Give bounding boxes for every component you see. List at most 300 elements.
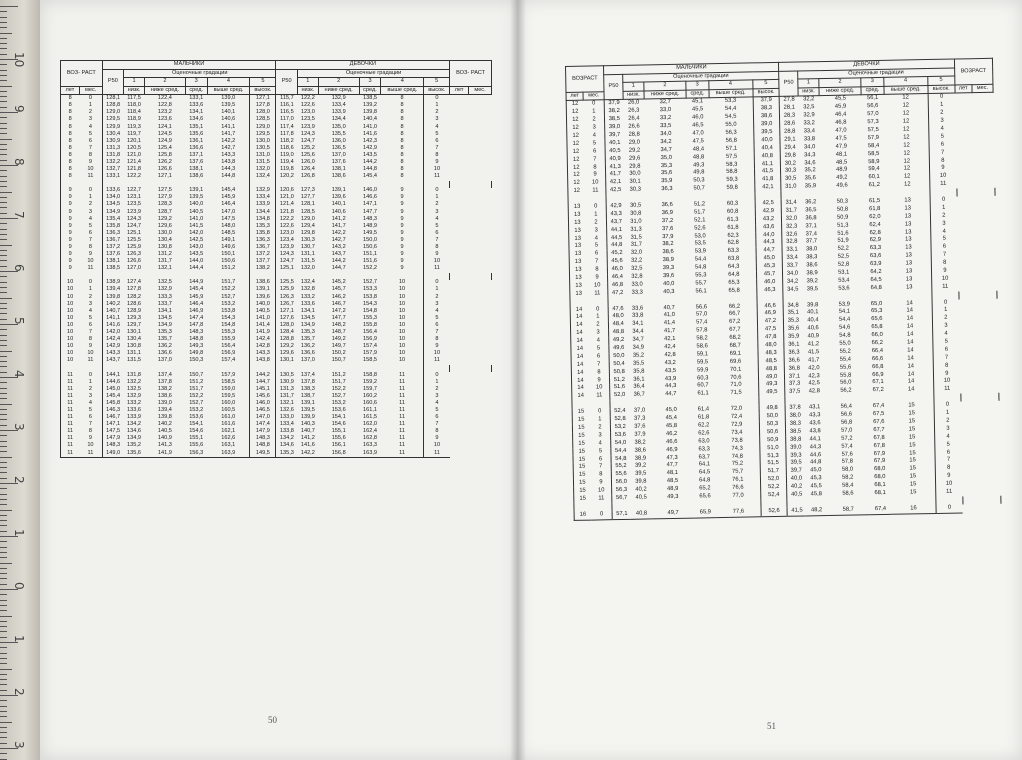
table-cell: 142,5 (189, 236, 204, 243)
table-cell: 11 (399, 371, 405, 378)
ruler-tick (0, 266, 7, 267)
table-cell: 16 (574, 511, 591, 520)
table-cell: 11 (424, 358, 450, 365)
ruler-tick (0, 504, 7, 505)
header-years: лет (450, 86, 469, 95)
table-cell: 151,7 (221, 279, 236, 286)
table-cell: 150,6 (221, 258, 236, 265)
table-cell: 11 (424, 173, 450, 180)
table-cell: 11 (399, 435, 405, 442)
table-cell: 58,2 (696, 335, 708, 342)
table-cell: 9 (424, 159, 450, 166)
table-cell: 2 (934, 417, 961, 425)
table-cell: 63,3 (698, 445, 710, 453)
table-cell: 9 (61, 195, 80, 202)
table-cell: 144,9 (189, 279, 204, 286)
table-cell: 6 (935, 449, 962, 457)
table-cell: 4 (932, 331, 959, 339)
table-cell: 15 (573, 432, 590, 440)
table-cell: 122,2 (127, 173, 142, 180)
table-cell: 4 (424, 216, 450, 223)
table-cell: 9 (933, 370, 960, 378)
table-cell: 11 (399, 428, 405, 435)
table-cell: 11 (935, 488, 962, 496)
table-cell: 49,6 (609, 345, 628, 353)
table-cell: 11 (930, 181, 957, 189)
table-cell: 4 (596, 337, 600, 344)
header-grade-number: 5 (752, 80, 779, 89)
table-cell: 8 (400, 109, 404, 116)
table-cell: 44,8 (809, 459, 822, 466)
ruler-tick (0, 435, 7, 436)
table-cell: 8 (599, 471, 603, 478)
table-cell: 116,5 (276, 110, 298, 117)
table-cell: 14 (907, 355, 914, 362)
table-cell: 53,6 (838, 285, 850, 292)
ruler-number: 0 (12, 582, 26, 590)
ruler-tick (0, 637, 7, 638)
table-cell: 13 (904, 213, 912, 220)
header-grade-label: сред. (861, 86, 884, 95)
table-cell: 58,8 (726, 169, 738, 176)
table-cell: 152,7 (331, 392, 346, 399)
table-cell: 62,8 (727, 240, 739, 247)
table-cell: 55,2 (611, 463, 630, 471)
ruler-tick (0, 64, 7, 65)
table-cell: 11 (424, 450, 450, 458)
table-cell: 13 (568, 211, 585, 219)
table-cell: 6 (88, 414, 92, 421)
table-cell: 49,2 (609, 337, 628, 345)
table-cell: 46,2 (665, 430, 678, 437)
table-cell: 122,6 (276, 223, 298, 230)
table-cell: 152,2 (221, 286, 236, 293)
table-cell: 9 (61, 251, 80, 258)
table-cell: 60,7 (697, 382, 709, 390)
table-cell: 47,7 (666, 462, 678, 469)
ruler-tick (0, 372, 7, 373)
table-cell: 129,6 (276, 351, 298, 358)
table-cell: 10 (87, 258, 94, 265)
table-cell: 139,8 (157, 414, 172, 421)
table-cell: 134,2 (276, 436, 298, 443)
table-cell: 148,5 (221, 229, 236, 236)
table-cell: 39,5 (787, 460, 806, 468)
table-cell: 62,0 (869, 213, 881, 220)
table-cell: 55,6 (839, 364, 852, 371)
table-cell: 49,7 (652, 509, 694, 518)
table-cell: 132,9 (157, 286, 172, 293)
table-cell: 146,0 (250, 400, 276, 407)
table-cell: 127,8 (250, 102, 276, 109)
table-cell: 152,2 (331, 385, 346, 392)
table-cell: 15 (909, 473, 917, 480)
ruler-tick (0, 737, 7, 738)
table-cell: 144,4 (189, 265, 204, 272)
table-row (61, 429, 492, 436)
table-cell: 157,4 (221, 357, 236, 364)
table-cell: 38,6 (753, 113, 780, 121)
table-cell: 10 (931, 275, 958, 283)
table-cell: 153,6 (189, 414, 204, 421)
table-cell: 36,5 (805, 207, 817, 214)
table-cell: 124,1 (157, 123, 172, 130)
table-cell: 125,4 (157, 144, 172, 151)
table-cell: 135,3 (276, 450, 298, 458)
table-cell: 137,1 (189, 151, 204, 158)
table-row (61, 315, 492, 322)
table-cell: 8 (61, 110, 80, 117)
table-cell: 8 (593, 163, 597, 171)
table-cell: 139,9 (300, 414, 315, 421)
table-row (61, 308, 492, 315)
header-grade-number: 4 (883, 77, 927, 86)
table-cell: 148,3 (250, 436, 276, 443)
table-cell: 152,7 (363, 279, 377, 286)
table-cell: 62,3 (727, 232, 739, 239)
table-cell: 13 (904, 197, 911, 204)
table-cell: 157,4 (363, 343, 377, 350)
table-cell: 121,0 (127, 151, 142, 158)
header-grade-label: низк. (297, 86, 318, 95)
table-cell: 63,6 (869, 253, 882, 260)
table-cell: 140,0 (189, 201, 204, 208)
table-row (61, 450, 492, 458)
table-cell: 37,8 (785, 405, 804, 413)
table-cell: 134,6 (189, 116, 204, 123)
table-cell: 64,1 (698, 461, 711, 468)
table-cell: 143,5 (189, 251, 204, 258)
table-cell: 9 (61, 209, 80, 216)
table-cell: 10 (929, 173, 956, 181)
table-cell: 131,1 (300, 251, 315, 258)
table-cell: 122,8 (157, 102, 172, 109)
table-cell: 141,0 (189, 215, 204, 222)
table-cell: 143,8 (221, 158, 236, 165)
table-cell: 61,8 (869, 205, 881, 213)
table-cell: 7 (931, 252, 958, 260)
table-cell: 149,7 (331, 343, 346, 350)
table-cell: 128,8 (276, 336, 298, 343)
ruler-tick (0, 250, 7, 251)
ruler-tick (0, 626, 7, 627)
table-cell: 40,5 (635, 494, 647, 501)
table-cell: 42,1 (754, 184, 781, 192)
table-cell: 15 (573, 440, 590, 448)
table-cell: 127,1 (157, 173, 172, 180)
table-cell: 49,8 (693, 169, 705, 176)
table-cell: 29,8 (781, 152, 800, 160)
table-cell: 14 (907, 347, 914, 354)
table-cell: 2 (88, 201, 92, 208)
table-cell: 45,0 (756, 255, 783, 263)
table-cell: 14 (570, 306, 587, 314)
table-row (61, 117, 492, 124)
table-cell: 154,3 (221, 314, 236, 321)
table-cell: 130,5 (250, 145, 276, 152)
table-cell: 43,2 (664, 359, 676, 366)
table-cell: 41,5 (807, 349, 820, 356)
table-cell: 36,9 (661, 209, 674, 217)
table-cell: 5 (88, 314, 92, 321)
table-cell: 134,1 (189, 109, 204, 116)
table-cell: 15 (573, 456, 590, 464)
table-cell: 7 (593, 156, 597, 163)
table-cell: 142,8 (250, 343, 276, 350)
table-cell: 160,5 (221, 406, 236, 413)
table-row (61, 102, 492, 109)
table-cell: 59,9 (696, 367, 709, 374)
table-cell: 130,1 (276, 358, 298, 365)
table-cell: 56,8 (725, 137, 737, 144)
ruler-tick (0, 732, 7, 733)
table-cell: 52,4 (760, 492, 787, 500)
ruler-tick (0, 27, 7, 28)
table-cell: 133,2 (127, 399, 142, 406)
table-cell: 146,0 (363, 187, 377, 194)
table-cell: 14 (906, 299, 913, 307)
table-cell: 43,3 (809, 412, 821, 419)
table-cell: 63,7 (698, 453, 711, 461)
table-cell: 9 (593, 171, 597, 178)
ruler-number: 6 (12, 264, 26, 272)
table-cell: 140,6 (221, 116, 236, 123)
table-cell: 150,0 (363, 236, 377, 243)
ruler-tick (0, 658, 7, 659)
table-cell: 123,4 (276, 237, 298, 244)
ruler-tick (0, 245, 12, 246)
table-cell: 31,4 (782, 199, 801, 207)
table-cell: 37,5 (785, 389, 804, 397)
header-grade-label: ниже сред. (318, 86, 359, 95)
table-cell: 67,9 (873, 458, 886, 465)
table-cell: 74,3 (731, 445, 743, 452)
table-cell: 8 (400, 173, 404, 180)
table-cell: 46,5 (692, 122, 704, 129)
table-cell: 125,9 (127, 244, 142, 250)
table-cell: 147,7 (331, 314, 346, 321)
table-cell: 40,4 (807, 317, 819, 324)
table-cell: 49,3 (667, 493, 679, 501)
table-cell: 124,3 (276, 251, 298, 258)
table-cell: 146,4 (189, 300, 204, 307)
table-cell: 141,1 (221, 123, 236, 130)
table-cell: 47,5 (757, 326, 784, 334)
ruler-tick (0, 711, 7, 712)
table-cell: 139,4 (157, 406, 172, 413)
table-cell: 140,2 (102, 301, 124, 308)
table-cell: 10 (398, 343, 406, 350)
table-cell: 68,2 (729, 334, 741, 342)
table-cell: 57,0 (867, 111, 879, 118)
ruler-tick (0, 700, 7, 701)
table-cell: 52,4 (610, 408, 629, 416)
table-cell: 140,0 (250, 301, 276, 308)
table-cell: 41,1 (754, 160, 781, 168)
table-cell: 126,3 (276, 294, 298, 301)
table-cell: 13 (569, 227, 586, 235)
table-cell: 148,3 (189, 329, 204, 336)
table-cell: 55,3 (695, 272, 707, 279)
table-cell: 9 (88, 435, 92, 442)
table-cell: 8 (61, 131, 80, 138)
table-cell: 35,3 (784, 318, 803, 326)
table-cell: 40,2 (635, 486, 647, 493)
table-cell: 45,0 (810, 467, 822, 474)
table-cell: 137,7 (250, 258, 276, 265)
table-cell: 11 (87, 265, 94, 272)
table-cell: 156,9 (221, 350, 236, 357)
table-cell: 45,7 (756, 271, 783, 279)
table-cell: 141,0 (250, 315, 276, 322)
table-cell: 58,3 (726, 161, 738, 168)
table-cell: 9 (61, 188, 80, 195)
table-row (61, 294, 492, 301)
table-row (61, 436, 492, 443)
table-cell: 33,4 (803, 128, 816, 135)
table-cell: 44,8 (607, 242, 626, 250)
table-cell: 10 (61, 336, 80, 343)
table-cell: 15 (909, 441, 916, 449)
ruler-tick (0, 234, 7, 235)
table-cell: 34,6 (804, 159, 816, 166)
table-cell: 3 (596, 329, 600, 336)
table-cell: 130,1 (127, 329, 142, 336)
ruler-tick (0, 451, 7, 452)
table-cell: 52,5 (837, 253, 850, 261)
table-row (61, 195, 492, 202)
table-cell: 141,4 (250, 322, 276, 329)
table-cell: 9 (88, 251, 92, 258)
table-cell: 1 (88, 286, 92, 293)
table-cell: 35,2 (632, 352, 645, 359)
table-cell: 0 (424, 95, 450, 103)
table-cell: 142,9 (363, 144, 377, 151)
table-cell: 48,0 (609, 313, 628, 321)
table-cell: 10 (424, 351, 450, 358)
table-cell: 134,9 (300, 321, 315, 328)
table-cell: 7 (88, 421, 92, 428)
table-cell: 6 (596, 353, 601, 360)
header-grade-number: 2 (318, 78, 359, 87)
table-row (61, 223, 492, 230)
table-cell: 48,5 (666, 478, 679, 485)
table-cell: 142,7 (221, 144, 236, 151)
table-cell: 10 (398, 300, 406, 307)
table-cell: 46,4 (834, 111, 847, 119)
table-cell: 135,3 (157, 329, 172, 336)
table-cell: 28,8 (780, 128, 799, 136)
ruler-tick (0, 706, 7, 707)
table-cell: 2 (598, 424, 602, 431)
table-cell: 68,1 (874, 481, 886, 489)
table-cell: 153,8 (363, 293, 377, 300)
table-cell: 43,6 (809, 420, 821, 427)
table-cell: 58,4 (842, 482, 854, 489)
table-cell: 124,5 (157, 130, 172, 137)
table-cell: 132,2 (127, 378, 142, 385)
table-cell: 55,7 (695, 280, 707, 287)
table-cell: 26,3 (628, 107, 640, 115)
table-cell: 10 (424, 443, 450, 450)
table-cell: 50,3 (693, 177, 705, 184)
table-cell: 8 (61, 152, 80, 159)
ruler-tick (0, 345, 7, 346)
table-cell: 127,8 (127, 286, 142, 293)
table-cell: 154,1 (331, 414, 346, 421)
table-cell: 132,4 (250, 173, 276, 180)
table-cell: 132,0 (250, 166, 276, 173)
table-cell: 7 (597, 361, 601, 368)
table-cell: 39,3 (662, 265, 675, 272)
table-cell: 156,4 (363, 329, 377, 336)
table-cell: 0 (928, 93, 955, 102)
table-cell: 134,4 (250, 209, 276, 216)
table-cell: 15 (908, 426, 916, 433)
ruler-tick (0, 594, 7, 595)
table-cell: 133,9 (127, 414, 142, 421)
table-cell: 15 (908, 418, 916, 425)
table-cell: 53,6 (611, 432, 630, 440)
table-cell: 3 (930, 220, 957, 228)
table-row (61, 202, 492, 209)
table-cell: 154,8 (363, 307, 377, 314)
table-cell: 54,8 (839, 332, 851, 339)
table-cell: 34,4 (632, 328, 644, 336)
table-cell: 143,7 (331, 251, 346, 258)
table-cell: 149,6 (221, 244, 236, 250)
table-cell: 129,3 (127, 314, 142, 321)
table-cell: 127,7 (300, 194, 315, 201)
table-cell: 129,9 (102, 124, 124, 131)
ruler-tick (0, 11, 7, 12)
table-cell: 10 (398, 293, 406, 300)
table-cell: 49,5 (758, 389, 785, 397)
table-cell: 0 (88, 187, 92, 194)
table-cell: 61,8 (727, 224, 739, 231)
ruler-tick (0, 128, 7, 129)
table-cell: 33,8 (631, 313, 644, 320)
table-cell: 46,3 (756, 287, 783, 295)
table-cell: 2 (596, 321, 600, 328)
table-cell: 70,6 (730, 374, 742, 381)
table-cell: 123,2 (157, 109, 172, 116)
table-cell: 48,4 (692, 146, 705, 153)
table-cell: 51,6 (610, 384, 629, 392)
table-cell: 8 (61, 159, 80, 166)
table-cell: 127,9 (157, 194, 172, 201)
table-cell: 130,3 (300, 236, 315, 243)
table-cell: 118,6 (276, 145, 298, 152)
table-cell: 141,6 (102, 322, 124, 329)
table-cell: 36,4 (633, 384, 645, 391)
table-cell: 124,7 (300, 137, 315, 144)
page-number-left: 50 (268, 715, 277, 725)
table-cell: 53,1 (837, 269, 850, 276)
table-cell: 141,9 (250, 329, 276, 336)
table-cell: 131,0 (250, 152, 276, 159)
table-cell: 126,4 (300, 166, 315, 173)
table-cell: 38,9 (662, 257, 674, 264)
table-cell: 56,3 (725, 129, 737, 136)
ruler-number: 3 (12, 741, 26, 749)
table-cell: 10 (398, 357, 406, 364)
table-cell: 46,8 (608, 282, 627, 290)
table-cell: 120,6 (276, 188, 298, 195)
table-cell: 4 (424, 400, 450, 407)
table-cell: 41,5 (787, 507, 806, 516)
header-grade-number: 5 (250, 78, 276, 87)
